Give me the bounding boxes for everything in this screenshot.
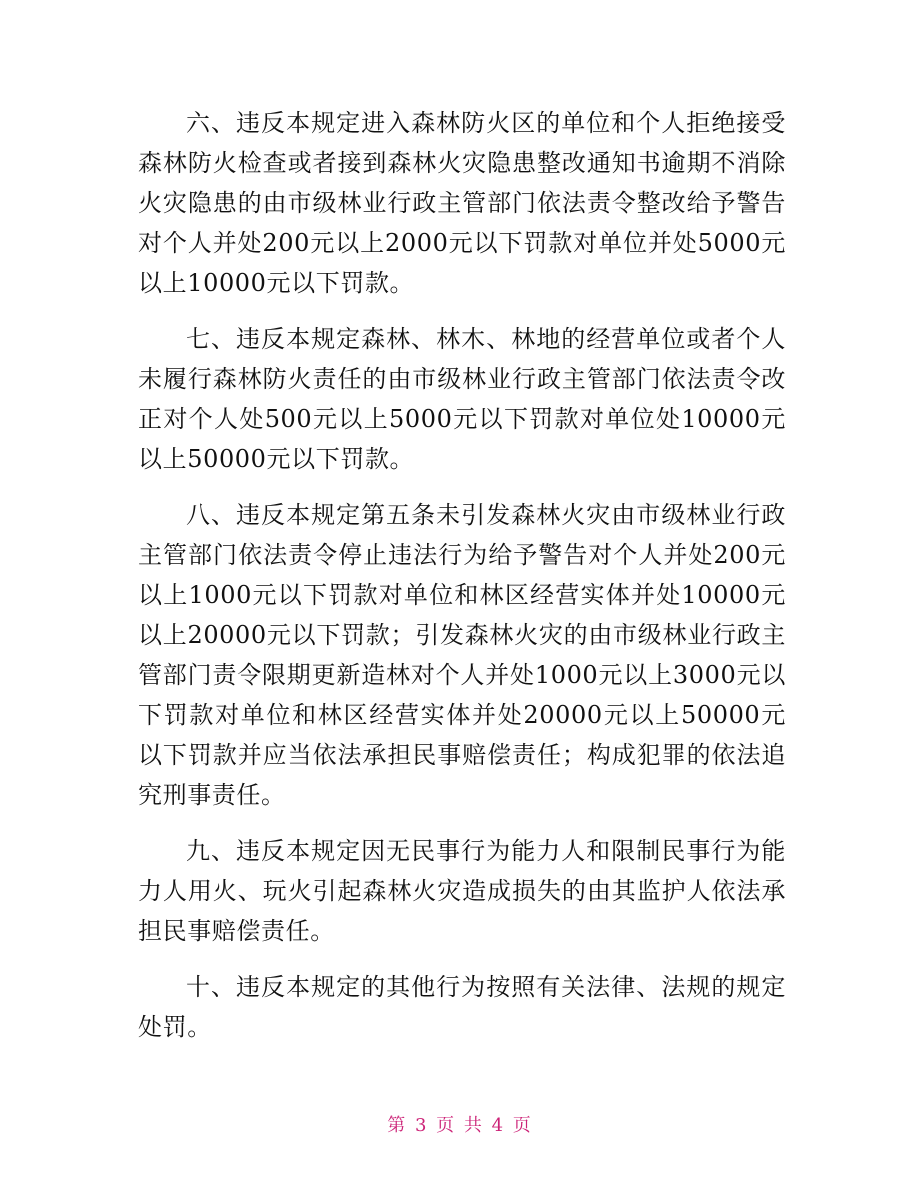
paragraph-six: 六、违反本规定进入森林防火区的单位和个人拒绝接受森林防火检查或者接到森林火灾隐患整改通知书逾期不消除火灾隐患的由市级林业行政主管部门依法责令整改给予警告对个人并处200元以上2000元以下罚款对单位并处5000元以上10000元以下罚款。: [138, 109, 786, 297]
paragraph-eight: 八、违反本规定第五条未引发森林火灾由市级林业行政主管部门依法责令停止违法行为给予警告对个人并处200元以上1000元以下罚款对单位和林区经营实体并处10000元以上20000元以下罚款；引发森林火灾的由市级林业行政主管部门责令限期更新造林对个人并处1000元以上3000元以下罚款对单位和林区经营实体并处20000元以上50000元以下罚款并应当依法承担民事赔偿责任；构成犯罪的依法追究刑事责任。: [138, 501, 786, 809]
paragraph-seven: 七、违反本规定森林、林木、林地的经营单位或者个人未履行森林防火责任的由市级林业行政主管部门依法责令改正对个人处500元以上5000元以下罚款对单位处10000元以上50000元以下罚款。: [138, 325, 786, 473]
page-number-footer: 第 3 页 共 4 页: [387, 1115, 533, 1136]
paragraph-nine: 九、违反本规定因无民事行为能力人和限制民事行为能力人用火、玩火引起森林火灾造成损失的由其监护人依法承担民事赔偿责任。: [138, 837, 786, 945]
document-body: [138, 103, 786, 1063]
paragraph-ten: 十、违反本规定的其他行为按照有关法律、法规的规定处罚。: [138, 973, 786, 1041]
